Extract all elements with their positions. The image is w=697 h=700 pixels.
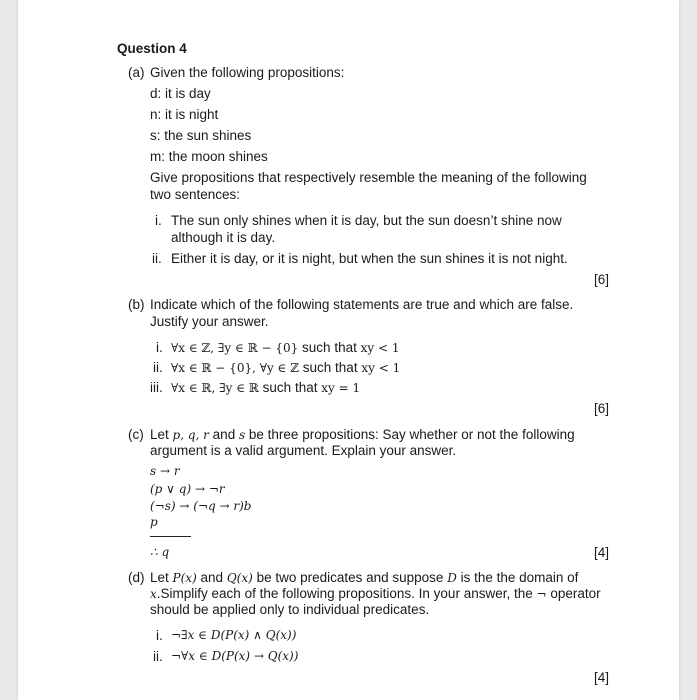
such-that: such that bbox=[302, 360, 358, 375]
statement-condition: xy = 1 bbox=[321, 381, 361, 395]
statement-quantifiers: ∀x ∈ ℝ, ∃y ∈ ℝ bbox=[171, 381, 259, 395]
part-b-item-num: iii. bbox=[150, 380, 163, 395]
part-b-item bbox=[171, 339, 399, 357]
such-that: such that bbox=[262, 380, 318, 395]
d-word: Let bbox=[150, 570, 169, 585]
question-title: Question 4 bbox=[117, 41, 187, 56]
statement-quantifiers: ∀x ∈ ℝ − {0}, ∀y ∈ ℤ bbox=[171, 361, 300, 375]
part-a-instruction: Give propositions that respectively resemble the meaning of the following two sentences: bbox=[150, 170, 587, 202]
domain-d: D bbox=[447, 571, 457, 585]
part-b-item bbox=[171, 379, 360, 397]
premise: (p ∨ q) → ¬r bbox=[150, 482, 225, 496]
statement-condition: xy < 1 bbox=[360, 341, 400, 355]
premise: s → r bbox=[150, 464, 180, 478]
d-text: operator bbox=[550, 586, 601, 601]
part-a-item-num: i. bbox=[155, 213, 162, 228]
part-a-item-text: The sun only shines when it is day, but the sun doesn’t shine now although it is day. bbox=[171, 213, 562, 245]
prop-s: s: the sun shines bbox=[150, 128, 252, 143]
d-text: .Simplify each of the following propositions. In your answer, the bbox=[156, 586, 533, 601]
negation-symbol: ¬ bbox=[536, 587, 547, 601]
part-a-marks: [6] bbox=[594, 272, 610, 287]
part-b-item bbox=[171, 359, 400, 377]
part-d-label: (d) bbox=[128, 570, 145, 585]
part-d-line3: should be applied only to individual predicates. bbox=[150, 602, 430, 617]
statement-quantifiers: ∀x ∈ ℤ, ∃y ∈ ℝ − {0} bbox=[171, 341, 299, 355]
d-text: be two predicates and suppose bbox=[256, 570, 444, 585]
premise: (¬s) → (¬q → r)b bbox=[150, 499, 252, 513]
predicate-p: P(x) bbox=[172, 571, 197, 585]
part-b-item-num: ii. bbox=[153, 360, 163, 375]
part-a-label: (a) bbox=[128, 65, 145, 80]
part-d-expr: ¬∀x ∈ D(P(x) → Q(x)) bbox=[171, 649, 299, 663]
predicate-q: Q(x) bbox=[226, 571, 253, 585]
such-that: such that bbox=[302, 340, 357, 355]
part-c-label: (c) bbox=[128, 427, 144, 442]
conclusion: ∴ q bbox=[150, 545, 170, 559]
intro-var-s: s bbox=[238, 428, 246, 442]
premise: p bbox=[150, 515, 158, 529]
part-b-intro: Indicate which of the following statements are true and which are false. Justify your answer. bbox=[150, 297, 574, 329]
part-d-item-num: i. bbox=[156, 628, 163, 643]
part-d-marks: [4] bbox=[594, 670, 610, 685]
part-a-item-text: Either it is day, or it is night, but when the sun shines it is not night. bbox=[171, 251, 568, 266]
intro-vars: p, q, r bbox=[172, 428, 209, 442]
prop-d: d: it is day bbox=[150, 86, 211, 101]
part-d-expr: ¬∃x ∈ D(P(x) ∧ Q(x)) bbox=[171, 628, 297, 642]
part-b-marks: [6] bbox=[594, 401, 610, 416]
part-b-item-num: i. bbox=[156, 340, 163, 355]
prop-n: n: it is night bbox=[150, 107, 219, 122]
intro-word: and bbox=[212, 427, 236, 442]
argument-rule bbox=[150, 536, 191, 537]
part-a-intro: Given the following propositions: bbox=[150, 65, 345, 80]
d-text: is the the domain of bbox=[460, 570, 579, 585]
intro-text: be three propositions: Say whether or not the following bbox=[248, 427, 575, 442]
part-c-intro-line2: argument is a valid argument. Explain your answer. bbox=[150, 443, 457, 458]
statement-condition: xy < 1 bbox=[361, 361, 401, 375]
d-word: and bbox=[200, 570, 224, 585]
part-a-item-num: ii. bbox=[152, 251, 162, 266]
part-d-item-num: ii. bbox=[153, 649, 163, 664]
part-b-label: (b) bbox=[128, 297, 145, 312]
intro-word: Let bbox=[150, 427, 169, 442]
part-c-marks: [4] bbox=[594, 545, 610, 560]
var-x: x bbox=[150, 587, 157, 601]
exam-page bbox=[18, 0, 679, 700]
prop-m: m: the moon shines bbox=[150, 149, 268, 164]
